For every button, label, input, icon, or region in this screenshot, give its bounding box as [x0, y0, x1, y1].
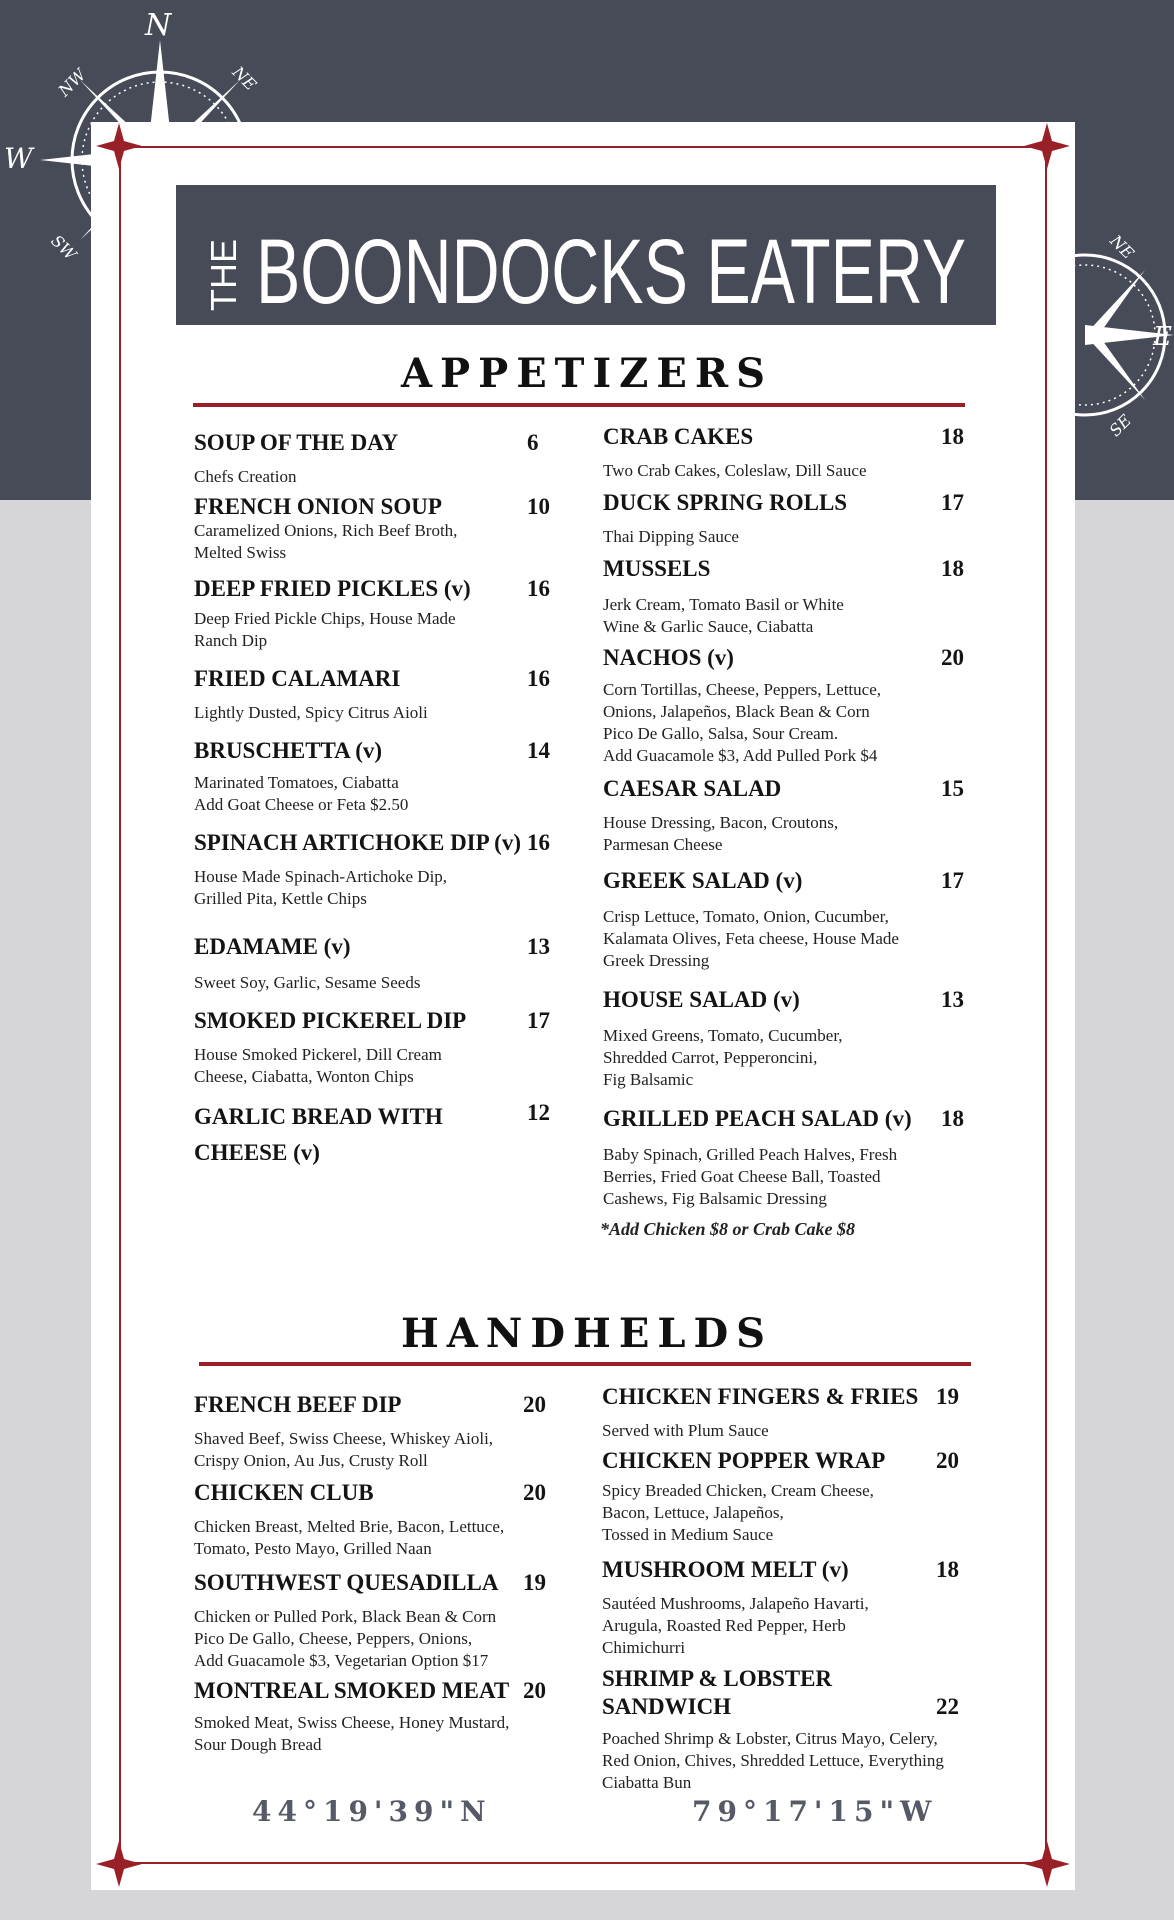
menu-item-name-continued: SANDWICH	[602, 1694, 732, 1719]
menu-item-description	[603, 526, 739, 548]
menu-item-description-line: Cashews, Fig Balsamic Dressing	[603, 1189, 827, 1208]
menu-item-description-line: Mixed Greens, Tomato, Cucumber,	[603, 1026, 843, 1045]
menu-item-description	[602, 1593, 869, 1659]
menu-item-description	[603, 679, 881, 767]
menu-item-description-line: Add Goat Cheese or Feta $2.50	[194, 795, 409, 814]
menu-item-price: 18	[941, 424, 964, 449]
menu-item-price: 17	[941, 490, 964, 515]
menu-item-description-line: Lightly Dusted, Spicy Citrus Aioli	[194, 703, 428, 722]
menu-item-description	[194, 1044, 442, 1088]
menu-item-description	[602, 1420, 769, 1442]
restaurant-logo-banner	[176, 185, 996, 325]
menu-item-name: BRUSCHETTA (v)	[194, 738, 383, 763]
menu-item-description-line: Baby Spinach, Grilled Peach Halves, Fresh	[603, 1145, 898, 1164]
menu-item-description-line: Caramelized Onions, Rich Beef Broth,	[194, 521, 458, 540]
menu-item-description	[603, 460, 867, 482]
menu-item-description-line: Arugula, Roasted Red Pepper, Herb	[602, 1616, 846, 1635]
menu-item-name: CHICKEN CLUB	[194, 1480, 374, 1505]
menu-item-description-line: Red Onion, Chives, Shredded Lettuce, Everything	[602, 1751, 944, 1770]
menu-item-name: MUSHROOM MELT (v)	[602, 1557, 849, 1582]
handhelds-divider	[199, 1362, 971, 1366]
menu-item-description-line: Crispy Onion, Au Jus, Crusty Roll	[194, 1451, 428, 1470]
menu-item-description	[603, 594, 844, 638]
compass-label-n: N	[145, 8, 172, 43]
menu-item-name: CAESAR SALAD	[603, 776, 782, 801]
menu-item-price: 12	[527, 1100, 550, 1125]
menu-item-description-line: Shaved Beef, Swiss Cheese, Whiskey Aioli,	[194, 1429, 494, 1448]
menu-item-description-line: Tossed in Medium Sauce	[602, 1525, 774, 1544]
menu-item-name: HOUSE SALAD (v)	[603, 987, 800, 1012]
menu-item-description	[194, 608, 456, 652]
menu-item-description-line: Sautéed Mushrooms, Jalapeño Havarti,	[602, 1594, 869, 1613]
menu-item-description	[602, 1480, 874, 1546]
menu-item-description-line: Chicken or Pulled Pork, Black Bean & Corn	[194, 1607, 497, 1626]
menu-item-description-line: Marinated Tomatoes, Ciabatta	[194, 773, 399, 792]
menu-item-price: 6	[527, 430, 539, 455]
menu-item-price: 17	[941, 868, 964, 893]
menu-item-price: 20	[936, 1448, 959, 1473]
menu-item-description	[194, 702, 428, 724]
compass-label-e: E	[1153, 322, 1172, 352]
compass-label-ne-right: NE	[1106, 231, 1138, 263]
menu-item-description	[602, 1728, 944, 1794]
logo-name: BOONDOCKS EATERY	[256, 221, 966, 323]
menu-item-description	[194, 1516, 504, 1560]
menu-item-name: SPINACH ARTICHOKE DIP (v)	[194, 830, 521, 855]
menu-item-name: DUCK SPRING ROLLS	[603, 490, 848, 515]
menu-item-name: CHICKEN FINGERS & FRIES	[602, 1384, 919, 1409]
menu-item-description-line: Corn Tortillas, Cheese, Peppers, Lettuce,	[603, 680, 881, 699]
menu-item-description-line: Berries, Fried Goat Cheese Ball, Toasted	[603, 1167, 881, 1186]
menu-item-description-line: Cheese, Ciabatta, Wonton Chips	[194, 1067, 414, 1086]
menu-item-name: FRENCH ONION SOUP	[194, 494, 442, 519]
menu-item-price: 20	[523, 1678, 546, 1703]
menu-item-name: GARLIC BREAD WITH	[194, 1104, 443, 1129]
menu-item-description-line: Add Guacamole $3, Add Pulled Pork $4	[603, 746, 878, 765]
menu-item-price: 13	[941, 987, 964, 1012]
menu-item-description-line: Spicy Breaded Chicken, Cream Cheese,	[602, 1481, 874, 1500]
menu-item-description-line: Smoked Meat, Swiss Cheese, Honey Mustard,	[194, 1713, 510, 1732]
menu-item-price: 15	[941, 776, 964, 801]
menu-item-description-line: Poached Shrimp & Lobster, Citrus Mayo, Celery,	[602, 1729, 938, 1748]
menu-item-name: SMOKED PICKEREL DIP	[194, 1008, 467, 1033]
menu-item-description-line: Shredded Carrot, Pepperoncini,	[603, 1048, 818, 1067]
menu-item-description	[194, 866, 447, 910]
menu-item-name: FRENCH BEEF DIP	[194, 1392, 402, 1417]
menu-item-description-line: House Smoked Pickerel, Dill Cream	[194, 1045, 442, 1064]
menu-item-description-line: Wine & Garlic Sauce, Ciabatta	[603, 617, 814, 636]
menu-item-description-line: House Dressing, Bacon, Croutons,	[603, 813, 839, 832]
menu-item-description-line: Bacon, Lettuce, Jalapeños,	[602, 1503, 784, 1522]
menu-item-name: NACHOS (v)	[603, 645, 734, 670]
compass-label-ne: NE	[228, 62, 260, 95]
menu-item-name: CHICKEN POPPER WRAP	[602, 1448, 886, 1473]
menu-item-name: CRAB CAKES	[603, 424, 754, 449]
corner-star-icon	[1024, 123, 1070, 169]
menu-item-description-line: Add Guacamole $3, Vegetarian Option $17	[194, 1651, 489, 1670]
menu-item-description	[194, 772, 408, 816]
latitude-coordinate: 44°19'39"N	[252, 1795, 492, 1828]
logo-the: THE	[203, 239, 244, 311]
menu-item-price: 20	[523, 1392, 546, 1417]
menu-item-price: 16	[527, 576, 550, 601]
menu-item-description-line: Kalamata Olives, Feta cheese, House Made	[603, 929, 899, 948]
appetizers-divider	[193, 403, 965, 407]
menu-item-description-line: Chicken Breast, Melted Brie, Bacon, Lettuce,	[194, 1517, 505, 1536]
add-protein-note: *Add Chicken $8 or Crab Cake $8	[600, 1219, 856, 1239]
menu-item-description	[194, 1712, 509, 1756]
menu-item-price: 10	[527, 494, 550, 519]
menu-item-description-line: Onions, Jalapeños, Black Bean & Corn	[603, 702, 870, 721]
menu-item-description-line: Chimichurri	[602, 1638, 686, 1657]
menu-item-description-line: Jerk Cream, Tomato Basil or White	[603, 595, 844, 614]
menu-item-name-continued: CHEESE (v)	[194, 1140, 320, 1165]
menu-item-price: 19	[523, 1570, 546, 1595]
menu-item-price: 16	[527, 666, 550, 691]
menu-item-price: 20	[941, 645, 964, 670]
menu-item-price: 14	[527, 738, 550, 763]
menu-item-price: 18	[941, 1106, 964, 1131]
menu-item-description-line: Ranch Dip	[194, 631, 268, 650]
menu-item-description	[194, 1428, 493, 1472]
menu-item-description-line: Sweet Soy, Garlic, Sesame Seeds	[194, 973, 421, 992]
menu-item-description-line: Pico De Gallo, Cheese, Peppers, Onions,	[194, 1629, 473, 1648]
menu-item-price: 18	[936, 1557, 959, 1582]
menu-item-name: DEEP FRIED PICKLES (v)	[194, 576, 471, 601]
corner-star-icon	[96, 123, 142, 169]
compass-label-se: SE	[1105, 410, 1136, 441]
menu-item-description-line: Pico De Gallo, Salsa, Sour Cream.	[603, 724, 839, 743]
menu-item-price: 22	[936, 1694, 959, 1719]
menu-item-description-line: Parmesan Cheese	[603, 835, 723, 854]
menu-item-price: 13	[527, 934, 550, 959]
menu-item-description-line: Tomato, Pesto Mayo, Grilled Naan	[194, 1539, 432, 1558]
menu-item-description-line: Grilled Pita, Kettle Chips	[194, 889, 367, 908]
corner-star-icon	[96, 1841, 142, 1887]
menu-item-description	[194, 1606, 496, 1672]
menu-item-name: EDAMAME (v)	[194, 934, 351, 959]
menu-item-description-line: Ciabatta Bun	[602, 1773, 692, 1792]
menu-item-description-line: Chefs Creation	[194, 467, 297, 486]
menu-item-description	[194, 520, 457, 564]
appetizers-title: APPETIZERS	[401, 350, 773, 397]
menu-item-description-line: Two Crab Cakes, Coleslaw, Dill Sauce	[603, 461, 867, 480]
menu-item-price: 17	[527, 1008, 550, 1033]
menu-item-description	[194, 466, 296, 488]
menu-item-description-line: Melted Swiss	[194, 543, 287, 562]
menu-item-price: 16	[527, 830, 550, 855]
menu-item-description-line: Crisp Lettuce, Tomato, Onion, Cucumber,	[603, 907, 889, 926]
menu-item-name: MUSSELS	[603, 556, 711, 581]
menu-item-name: GREEK SALAD (v)	[603, 868, 803, 893]
menu-item-name: SHRIMP & LOBSTER	[602, 1666, 833, 1691]
menu-item-name: SOUP OF THE DAY	[194, 430, 399, 455]
menu-item-description-line: Greek Dressing	[603, 951, 710, 970]
menu-item-price: 18	[941, 556, 964, 581]
menu-item-description-line: Fig Balsamic	[603, 1070, 694, 1089]
menu-item-description-line: Sour Dough Bread	[194, 1735, 322, 1754]
menu-item-description-line: Served with Plum Sauce	[602, 1421, 769, 1440]
menu-item-description	[603, 906, 899, 972]
menu-item-description-line: House Made Spinach-Artichoke Dip,	[194, 867, 448, 886]
compass-label-nw: NW	[54, 65, 90, 101]
menu-item-price: 20	[523, 1480, 546, 1505]
menu-item-description	[603, 812, 838, 856]
compass-rose-right-icon	[1075, 210, 1174, 460]
handhelds-title: HANDHELDS	[400, 1310, 774, 1357]
menu-item-description	[603, 1025, 843, 1091]
longitude-coordinate: 79°17'15"W	[692, 1795, 938, 1828]
menu-item-description-line: Deep Fried Pickle Chips, House Made	[194, 609, 456, 628]
menu-item-name: MONTREAL SMOKED MEAT	[194, 1678, 510, 1703]
menu-item-description	[194, 972, 420, 994]
menu-item-price: 19	[936, 1384, 959, 1409]
menu-item-name: SOUTHWEST QUESADILLA	[194, 1570, 499, 1595]
compass-label-sw: SW	[47, 231, 81, 264]
menu-item-description-line: Thai Dipping Sauce	[603, 527, 739, 546]
corner-star-icon	[1024, 1841, 1070, 1887]
menu-item-description	[603, 1144, 897, 1210]
menu-item-name: FRIED CALAMARI	[194, 666, 401, 691]
menu-item-name: GRILLED PEACH SALAD (v)	[603, 1106, 912, 1131]
compass-label-w: W	[4, 142, 33, 175]
